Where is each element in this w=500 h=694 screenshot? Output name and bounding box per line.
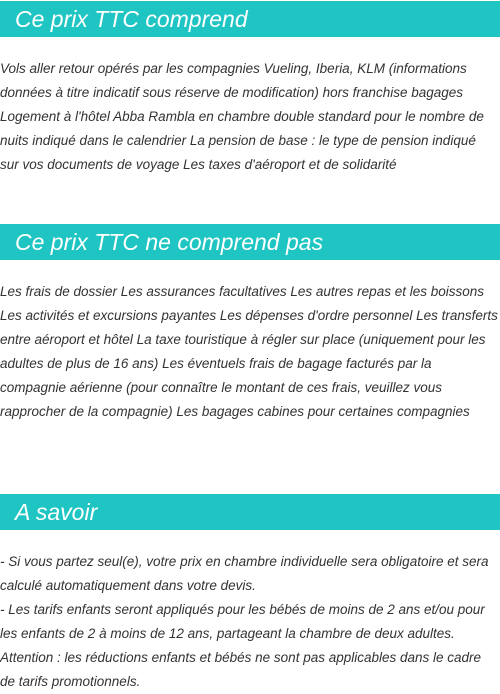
section-title: Ce prix TTC ne comprend pas — [0, 224, 500, 260]
section-paragraph: Les frais de dossier Les assurances facultatives Les autres repas et les boissons Les activités et excursions payantes Les dépenses d'ordre personnel Les transferts entre aéroport et hôtel La taxe touristique à régler sur place (uniquement pour les adultes de plus de 16 ans) Les éventuels frais de bagage facturés par la compagnie aérienne (pour connaître le montant de ces frais, veuillez vous rapprocher de la compagnie) Les bagages cabines pour certaines compagnies — [0, 284, 498, 419]
section-body — [0, 57, 500, 177]
section-paragraph: - Si vous partez seul(e), votre prix en chambre individuelle sera obligatoire et sera calculé automatiquement dans votre devis. — [0, 554, 489, 593]
section-title: A savoir — [0, 494, 500, 530]
section-body — [0, 280, 500, 424]
section-a-savoir — [0, 494, 500, 694]
section-prix-comprend — [0, 1, 500, 177]
section-title: Ce prix TTC comprend — [0, 1, 500, 37]
section-prix-ne-comprend-pas — [0, 224, 500, 424]
section-body — [0, 550, 500, 694]
section-paragraph: - Les tarifs enfants seront appliqués pour les bébés de moins de 2 ans et/ou pour les enfants de 2 à moins de 12 ans, partageant la chambre de deux adultes. Attention : les réductions enfants et bébés ne sont pas applicables dans le cadre de tarifs promotionnels. — [0, 602, 485, 689]
section-paragraph: Vols aller retour opérés par les compagnies Vueling, Iberia, KLM (informations données à titre indicatif sous réserve de modification) hors franchise bagages Logement à l'hôtel Abba Rambla en chambre double standard pour le nombre de nuits indiqué dans le calendrier La pension de base : le type de pension indiqué sur vos documents de voyage Les taxes d'aéroport et de solidarité — [0, 61, 484, 172]
